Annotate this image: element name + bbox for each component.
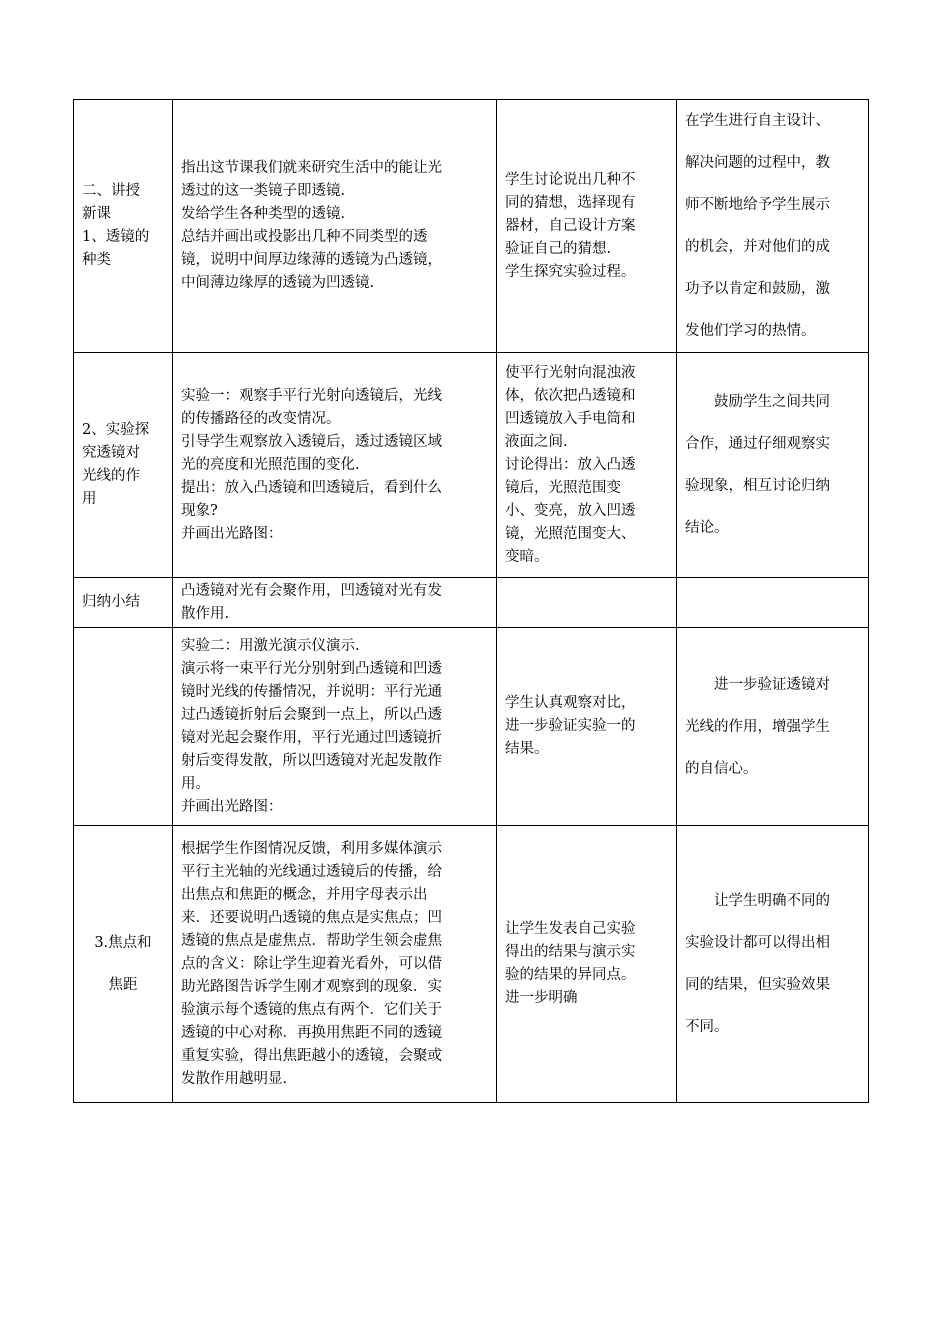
teacher-text: 镜时光线的传播情况，并说明：平行光通 [181, 683, 442, 700]
teacher-text: 实验一：观察手平行光射向透镜后，光线 [181, 387, 442, 404]
teacher-text: 平行主光轴的光线通过透镜后的传播，给 [181, 863, 442, 880]
student-text: 小、变亮，放入凹透 [505, 502, 636, 519]
student-text: 学生探究实验过程。 [505, 263, 636, 280]
purpose-text: 同的结果，但实验效果 [685, 977, 830, 993]
stage-cell [74, 826, 173, 1103]
teacher-text: 验演示每个透镜的焦点有两个．它们关于 [181, 1001, 442, 1018]
purpose-text: 功予以肯定和鼓励，激 [685, 281, 830, 297]
purpose-text: 实验设计都可以得出相 [685, 935, 830, 951]
purpose-text: 合作，通过仔细观察实 [685, 436, 830, 452]
student-text: 凹透镜放入手电筒和 [505, 410, 636, 427]
teacher-text: 来．还要说明凸透镜的焦点是实焦点；凹 [181, 909, 442, 926]
teacher-text: 实验二：用激光演示仪演示. [181, 637, 360, 654]
student-text: 变暗。 [505, 548, 549, 565]
stage-text: 光线的作 [82, 468, 140, 484]
design-purpose-cell [677, 100, 869, 353]
table-row [74, 100, 869, 353]
purpose-text: 鼓励学生之间共同 [714, 394, 830, 410]
stage-text: 归纳小结 [82, 594, 140, 610]
teacher-activity-cell [173, 628, 497, 826]
table-row [74, 628, 869, 826]
student-text: 进一步明确 [505, 990, 578, 1006]
purpose-text: 解决问题的过程中，教 [685, 155, 830, 171]
student-text: 让学生发表自己实验 [505, 921, 636, 937]
teacher-text: 镜，说明中间厚边缘薄的透镜为凸透镜， [181, 252, 442, 268]
purpose-text: 进一步验证透镜对 [714, 676, 830, 693]
stage-text: 焦距 [108, 977, 138, 993]
teacher-text: 过凸透镜折射后会聚到一点上，所以凸透 [181, 706, 442, 723]
purpose-text: 不同。 [685, 1019, 729, 1035]
teacher-text: 光的亮度和光照范围的变化. [181, 456, 360, 473]
teacher-text: 重复实验，得出焦距越小的透镜，会聚或 [181, 1047, 442, 1064]
teacher-activity-cell [173, 826, 497, 1103]
stage-text: 二、讲授 [82, 183, 140, 199]
teacher-text: 发给学生各种类型的透镜. [181, 206, 346, 222]
teacher-activity-cell [173, 578, 497, 628]
student-text: 镜，光照范围变大、 [505, 525, 636, 542]
stage-cell [74, 100, 173, 353]
teacher-text: 出焦点和焦距的概念，并用字母表示出 [181, 886, 428, 903]
purpose-text: 的自信心。 [685, 760, 758, 777]
teacher-text: 指出这节课我们就来研究生活中的能让光 [181, 160, 442, 176]
student-text: 使平行光射向混浊液 [505, 364, 636, 381]
student-text: 同的猜想，选择现有 [505, 194, 636, 211]
design-purpose-cell [677, 628, 869, 826]
student-activity-cell [497, 826, 677, 1103]
stage-cell [74, 578, 173, 628]
teacher-text: 透镜的焦点是虚焦点．帮助学生领会虚焦 [181, 932, 442, 949]
student-text: 讨论得出：放入凸透 [505, 456, 636, 473]
student-text: 器材，自己设计方案 [505, 217, 636, 234]
teacher-text: 中间薄边缘厚的透镜为凹透镜. [181, 275, 375, 291]
student-text: 液面之间. [505, 433, 568, 450]
purpose-text: 光线的作用，增强学生 [685, 718, 830, 735]
stage-text: 新课 [82, 206, 111, 222]
purpose-text: 的机会，并对他们的成 [685, 239, 830, 255]
teacher-text: 根据学生作图情况反馈，利用多媒体演示 [181, 840, 442, 857]
teacher-text: 镜对光起会聚作用，平行光通过凹透镜折 [181, 729, 442, 746]
purpose-text: 发他们学习的热情。 [685, 323, 816, 339]
stage-text: 究透镜对 [82, 445, 140, 461]
teacher-text: 现象? [181, 502, 218, 519]
purpose-text: 让学生明确不同的 [714, 893, 830, 909]
design-purpose-cell [677, 578, 869, 628]
purpose-text: 结论。 [685, 520, 729, 536]
student-text: 进一步验证实验一的 [505, 718, 636, 734]
stage-text: 种类 [82, 252, 111, 268]
teacher-text: 凸透镜对光有会聚作用，凹透镜对光有发 [181, 582, 442, 599]
student-text: 验证自己的猜想. [505, 240, 612, 257]
stage-text: 3.焦点和 [94, 935, 152, 951]
purpose-text: 在学生进行自主设计、 [685, 113, 830, 129]
teacher-text: 透镜的中心对称．再换用焦距不同的透镜 [181, 1024, 442, 1041]
student-activity-cell [497, 578, 677, 628]
stage-text: 2、实验探 [82, 422, 150, 438]
design-purpose-cell [677, 826, 869, 1103]
teacher-text: 并画出光路图： [181, 525, 283, 542]
teacher-text: 总结并画出或投影出几种不同类型的透 [181, 229, 428, 245]
design-purpose-cell [677, 353, 869, 578]
student-text: 验的结果的异同点。 [505, 967, 636, 983]
student-activity-cell [497, 628, 677, 826]
teacher-text: 用。 [181, 775, 210, 792]
teacher-text: 演示将一束平行光分别射到凸透镜和凹透 [181, 660, 442, 677]
student-activity-cell [497, 100, 677, 353]
teacher-text: 发散作用越明显. [181, 1070, 288, 1087]
teacher-text: 引导学生观察放入透镜后，透过透镜区域 [181, 433, 442, 450]
stage-text: 用 [82, 491, 97, 507]
student-text: 镜后，光照范围变 [505, 479, 621, 496]
student-text: 结果。 [505, 741, 549, 757]
teacher-text: 并画出光路图： [181, 798, 283, 815]
teacher-text: 射后变得发散，所以凹透镜对光起发散作 [181, 752, 442, 769]
stage-text: 1、透镜的 [82, 229, 150, 245]
teacher-text: 散作用. [181, 605, 230, 622]
lesson-plan-table [73, 99, 869, 1103]
table-row [74, 826, 869, 1103]
student-text: 学生讨论说出几种不 [505, 171, 636, 188]
student-text: 得出的结果与演示实 [505, 944, 636, 960]
student-activity-cell [497, 353, 677, 578]
table-row [74, 353, 869, 578]
stage-cell [74, 628, 173, 826]
teacher-text: 提出：放入凸透镜和凹透镜后，看到什么 [181, 479, 442, 496]
teacher-text: 助光路图告诉学生刚才观察到的现象．实 [181, 978, 442, 995]
purpose-text: 师不断地给予学生展示 [685, 197, 830, 213]
purpose-text: 验现象，相互讨论归纳 [685, 478, 830, 494]
table-row [74, 578, 869, 628]
teacher-text: 的传播路径的改变情况。 [181, 410, 341, 427]
student-text: 体，依次把凸透镜和 [505, 387, 636, 404]
student-text: 学生认真观察对比， [505, 695, 636, 711]
teacher-text: 点的含义：除让学生迎着光看外，可以借 [181, 955, 442, 972]
stage-cell [74, 353, 173, 578]
teacher-text: 透过的这一类镜子即透镜. [181, 183, 346, 199]
teacher-activity-cell [173, 353, 497, 578]
teacher-activity-cell [173, 100, 497, 353]
